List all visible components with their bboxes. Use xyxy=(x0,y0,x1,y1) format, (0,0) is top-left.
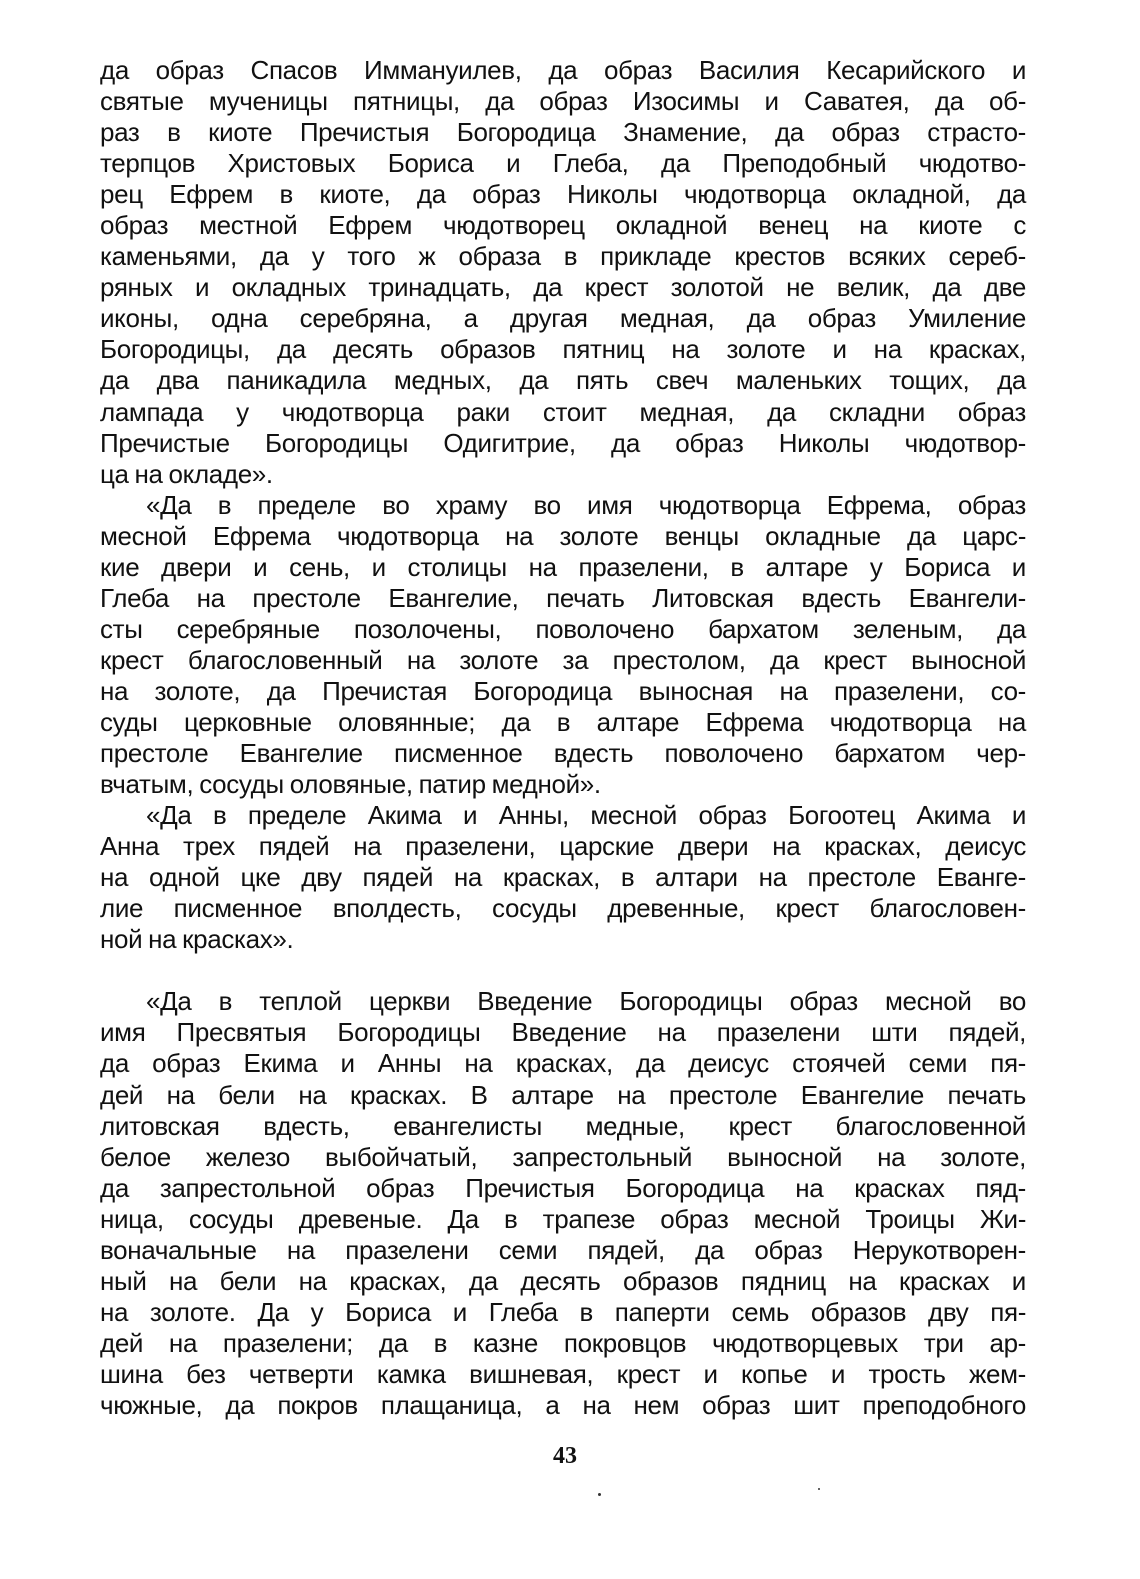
text-line: да образ Спасов Иммануилев, да образ Василия Кесарийского и xyxy=(100,55,1026,85)
text-line: «Да в пределе во храму во имя чюдотворца Ефрема, образ xyxy=(146,489,1026,520)
text-line: на одной цке дву пядей на красках, в алтари на престоле Еванге- xyxy=(100,862,1026,893)
text-line: воначальные на празелени семи пядей, да образ Нерукотворен- xyxy=(100,1234,1026,1265)
text-line: ница, сосуды древеные. Да в трапезе образ месной Троицы Жи- xyxy=(100,1203,1026,1234)
text-line: шина без четверти камка вишневая, крест и копье и трость жем- xyxy=(100,1358,1026,1389)
scan-speck xyxy=(598,1493,601,1496)
text-line: терпцов Христовых Бориса и Глеба, да Преподобный чюдотво- xyxy=(100,148,1026,179)
text-line: месной Ефрема чюдотворца на золоте венцы окладные да царс- xyxy=(100,520,1026,551)
paragraph xyxy=(100,986,1026,1421)
text-line: Анна трех пядей на празелени, царские двери на красках, деисус xyxy=(100,831,1026,862)
text-line: образ местной Ефрем чюдотворец окладной венец на киоте с xyxy=(100,210,1026,241)
text-line: рец Ефрем в киоте, да образ Николы чюдотворца окладной, да xyxy=(100,179,1026,210)
paragraph xyxy=(100,800,1026,955)
text-line: дей на празелени; да в казне покровцов чюдотворцевых три ар- xyxy=(100,1327,1026,1358)
text-line: белое железо выбойчатый, запрестольный выносной на золоте, xyxy=(100,1141,1026,1172)
text-line: каменьями, да у того ж образа в прикладе крестов всяких сереб- xyxy=(100,241,1026,272)
text-line: литовская вдесть, евангелисты медные, крест благословенной xyxy=(100,1110,1026,1141)
text-line: ный на бели на красках, да десять образов пядниц на красках и xyxy=(100,1265,1026,1296)
text-line: да запрестольной образ Пречистыя Богородица на красках пяд- xyxy=(100,1172,1026,1203)
text-line: кие двери и сень, и столицы на празелени, в алтаре у Бориса и xyxy=(100,551,1026,582)
text-line: Богородицы, да десять образов пятниц на золоте и на красках, xyxy=(100,334,1026,365)
text-line: иконы, одна серебряна, а другая медная, да образ Умиление xyxy=(100,303,1026,334)
text-line: да два паникадила медных, да пять свеч маленьких тощих, да xyxy=(100,365,1026,396)
text-line: «Да в пределе Акима и Анны, месной образ Богоотец Акима и xyxy=(146,800,1026,831)
text-line: сты серебряные позолочены, поволочено бархатом зеленым, да xyxy=(100,613,1026,644)
paragraph xyxy=(100,490,1026,800)
paragraph xyxy=(100,55,1026,490)
document-body xyxy=(100,55,1026,1421)
text-line: Глеба на престоле Евангелие, печать Литовская вдесть Евангели- xyxy=(100,582,1026,613)
scan-speck xyxy=(818,1488,820,1490)
text-line: чюжные, да покров плащаница, а на нем образ шит преподобного xyxy=(100,1389,1026,1420)
text-line: на золоте, да Пречистая Богородица выносная на празелени, со- xyxy=(100,675,1026,706)
text-line: да образ Екима и Анны на красках, да деисус стоячей семи пя- xyxy=(100,1048,1026,1079)
text-line: на золоте. Да у Бориса и Глеба в паперти семь образов дву пя- xyxy=(100,1296,1026,1327)
text-line: суды церковные оловянные; да в алтаре Ефрема чюдотворца на xyxy=(100,706,1026,737)
text-line: ряных и окладных тринадцать, да крест золотой не велик, да две xyxy=(100,272,1026,303)
text-line: крест благословенный на золоте за престолом, да крест выносной xyxy=(100,644,1026,675)
text-line: святые мученицы пятницы, да образ Изосимы и Саватея, да об- xyxy=(100,86,1026,117)
text-line: раз в киоте Пречистыя Богородица Знамение, да образ страсто- xyxy=(100,117,1026,148)
text-line: ной на красках». xyxy=(100,924,294,955)
text-line: лие писменное вполдесть, сосуды древенные, крест благословен- xyxy=(100,893,1026,924)
text-line: престоле Евангелие писменное вдесть поволочено бархатом чер- xyxy=(100,738,1026,769)
page-number: 43 xyxy=(553,1443,577,1469)
text-line: Пречистые Богородицы Одигитрие, да образ Николы чюдотвор- xyxy=(100,427,1026,458)
text-line: вчатым, сосуды оловяные, патир медной». xyxy=(100,769,601,800)
text-line: «Да в теплой церкви Введение Богородицы образ месной во xyxy=(146,986,1026,1017)
text-line: лампада у чюдотворца раки стоит медная, да складни образ xyxy=(100,396,1026,427)
text-line: ца на окладе». xyxy=(100,458,273,489)
text-line: имя Пресвятыя Богородицы Введение на празелени шти пядей, xyxy=(100,1017,1026,1048)
text-line: дей на бели на красках. В алтаре на престоле Евангелие печать xyxy=(100,1079,1026,1110)
